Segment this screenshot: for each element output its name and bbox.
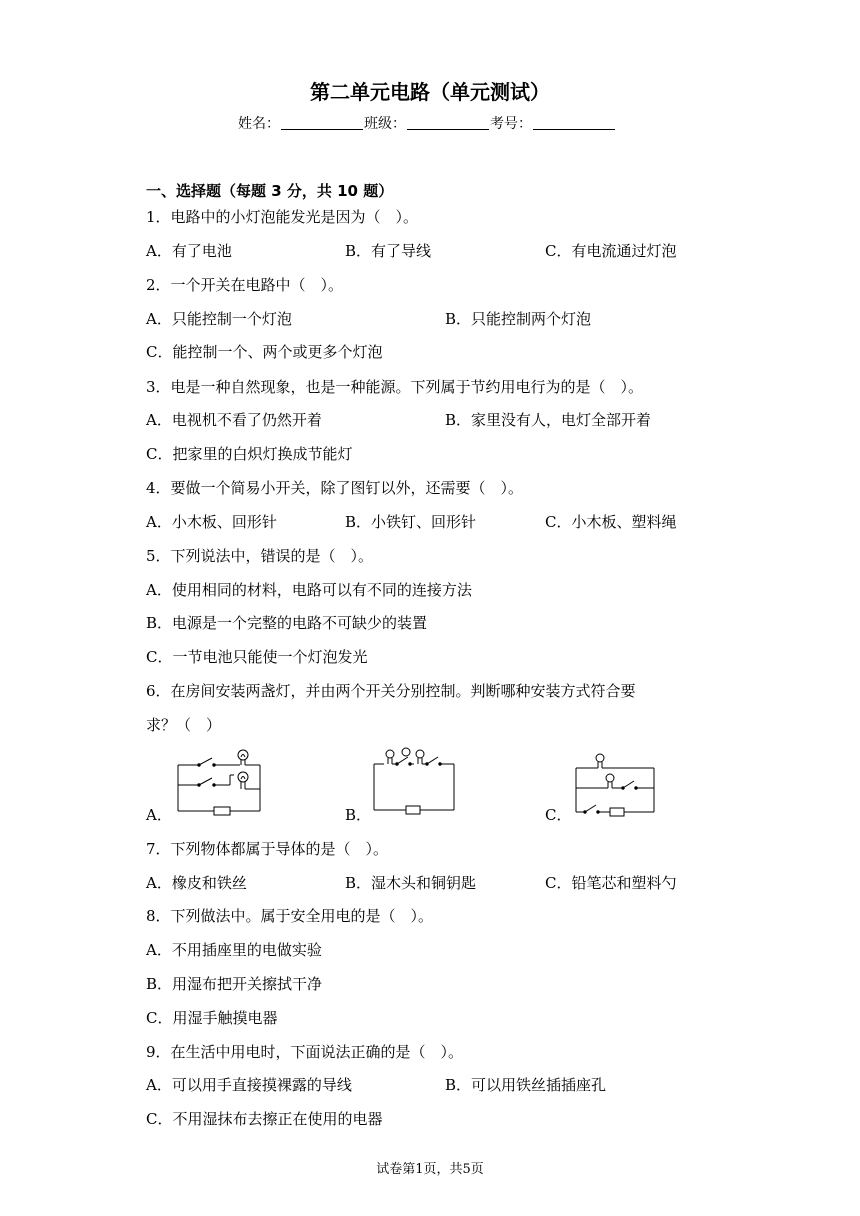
class-label: 班级： (364, 116, 406, 132)
question-6-option-b[interactable]: B． (345, 806, 372, 824)
question-8-stem: 8．下列做法中。属于安全用电的是（ ）。 (146, 907, 434, 925)
question-6-stem: 6．在房间安装两盏灯，并由两个开关分别控制。判断哪种安装方式符合要 (146, 682, 636, 700)
question-3-stem: 3．电是一种自然现象，也是一种能源。下列属于节约用电行为的是（ ）。 (146, 378, 644, 396)
question-6-option-a[interactable]: A． (146, 806, 172, 824)
question-1-option-c[interactable]: C．有电流通过灯泡 (545, 242, 677, 260)
question-9-stem: 9．在生活中用电时，下面说法正确的是（ ）。 (146, 1043, 464, 1061)
question-5-option-b[interactable]: B．电源是一个完整的电路不可缺少的装置 (146, 614, 428, 632)
question-8-option-c[interactable]: C．用湿手触摸电器 (146, 1009, 278, 1027)
circuit-diagram-a (170, 745, 270, 823)
question-3-option-b[interactable]: B．家里没有人，电灯全部开着 (445, 411, 652, 429)
question-8-option-a[interactable]: A．不用插座里的电做实验 (146, 941, 322, 959)
question-7-stem: 7．下列物体都属于导体的是（ ）。 (146, 840, 389, 858)
section-title: 一、选择题（每题 3 分，共 10 题） (146, 182, 394, 200)
circuit-diagram-c (570, 748, 662, 822)
question-9-option-a[interactable]: A．可以用手直接摸裸露的导线 (146, 1076, 352, 1094)
exam-number-label: 考号： (490, 116, 532, 132)
exam-number-field[interactable] (533, 115, 615, 130)
question-6-option-c[interactable]: C． (545, 806, 572, 824)
question-7-option-a[interactable]: A．橡皮和铁丝 (146, 874, 247, 892)
question-2-stem: 2．一个开关在电路中（ ）。 (146, 276, 344, 294)
question-6-stem-continued: 求？（ ） (146, 716, 222, 734)
question-1-stem: 1．电路中的小灯泡能发光是因为（ ）。 (146, 208, 419, 226)
question-8-option-b[interactable]: B．用湿布把开关擦拭干净 (146, 975, 323, 993)
question-9-option-b[interactable]: B．可以用铁丝插插座孔 (445, 1076, 607, 1094)
question-5-option-a[interactable]: A．使用相同的材料，电路可以有不同的连接方法 (146, 581, 472, 599)
question-2-option-c[interactable]: C．能控制一个、两个或更多个灯泡 (146, 343, 383, 361)
question-5-stem: 5．下列说法中，错误的是（ ）。 (146, 547, 374, 565)
question-3-option-a[interactable]: A．电视机不看了仍然开着 (146, 411, 322, 429)
question-4-option-c[interactable]: C．小木板、塑料绳 (545, 513, 677, 531)
question-4-option-b[interactable]: B．小铁钉、回形针 (345, 513, 477, 531)
question-7-option-c[interactable]: C．铅笔芯和塑料勺 (545, 874, 677, 892)
question-1-option-a[interactable]: A．有了电池 (146, 242, 232, 260)
question-3-option-c[interactable]: C．把家里的白炽灯换成节能灯 (146, 445, 353, 463)
page-footer: 试卷第1页，共5页 (376, 1162, 484, 1177)
page-title: 第二单元电路（单元测试） (310, 80, 550, 104)
class-field[interactable] (407, 115, 489, 130)
question-1-option-b[interactable]: B．有了导线 (345, 242, 432, 260)
question-4-stem: 4．要做一个简易小开关，除了图钉以外，还需要（ ）。 (146, 479, 524, 497)
name-label: 姓名： (238, 116, 280, 132)
question-4-option-a[interactable]: A．小木板、回形针 (146, 513, 277, 531)
question-9-option-c[interactable]: C．不用湿抹布去擦正在使用的电器 (146, 1110, 383, 1128)
circuit-diagram-b (370, 740, 460, 820)
question-2-option-b[interactable]: B．只能控制两个灯泡 (445, 310, 592, 328)
question-7-option-b[interactable]: B．湿木头和铜钥匙 (345, 874, 477, 892)
name-field[interactable] (281, 115, 363, 130)
question-2-option-a[interactable]: A．只能控制一个灯泡 (146, 310, 292, 328)
question-5-option-c[interactable]: C．一节电池只能使一个灯泡发光 (146, 648, 368, 666)
student-info-line (238, 113, 616, 133)
